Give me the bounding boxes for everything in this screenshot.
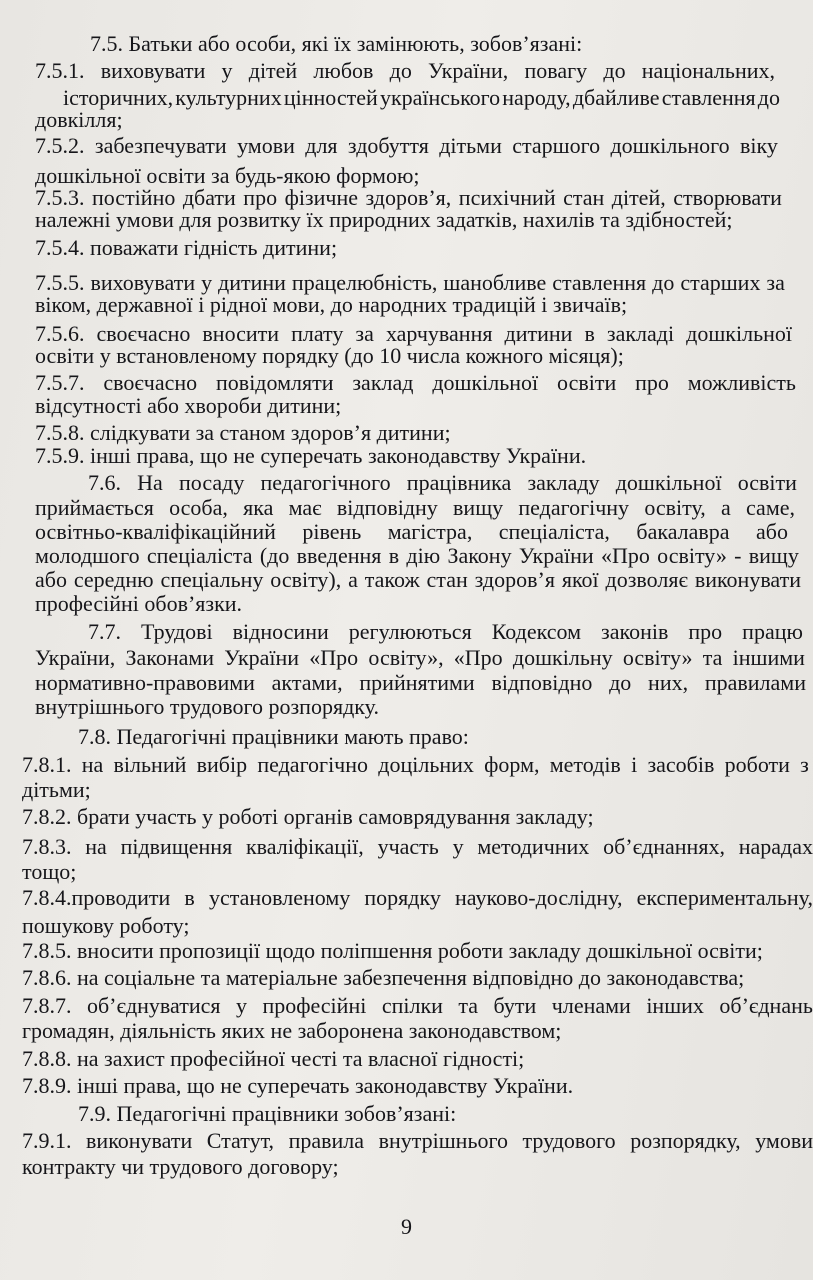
text-line: 7.5.2. забезпечувати умови для здобуття дітьми старшого дошкільного віку [35, 133, 778, 158]
text-line: 7.8.4.проводити в установленому порядку науково-дослідну, експериментальну, [22, 885, 813, 910]
text-line: 7.8. Педагогічні працівники мають право: [78, 724, 469, 749]
text-line: 7.8.7. об’єднуватися у професійні спілки та бути членами інших об’єднань [22, 993, 813, 1018]
text-line: внутрішнього трудового розпорядку. [35, 694, 379, 719]
text-line: 7.5.1. виховувати у дітей любов до України, повагу до національних, [35, 58, 775, 83]
text-line: 7.8.3. на підвищення кваліфікації, участь у методичних об’єднаннях, нарадах [22, 834, 813, 859]
text-line: молодшого спеціаліста (до введення в дію Закону України «Про освіту» - вищу [35, 543, 799, 568]
text-line: 7.8.2. брати участь у роботі органів самоврядування закладу; [22, 804, 594, 829]
text-line: належні умови для розвитку їх природних задатків, нахилів та здібностей; [35, 207, 733, 232]
text-line: 7.5.7. своєчасно повідомляти заклад дошкільної освіти про можливість [35, 370, 796, 395]
page-number: 9 [401, 1214, 412, 1239]
text-line: 7.6. На посаду педагогічного працівника закладу дошкільної освіти [88, 470, 797, 495]
text-line: 7.8.9. інші права, що не суперечать законодавству України. [22, 1073, 574, 1098]
text-line: 7.8.5. вносити пропозиції щодо поліпшення роботи закладу дошкільної освіти; [22, 938, 763, 963]
text-line: 7.5. Батьки або особи, які їх замінюють, зобов’язані: [90, 31, 583, 56]
text-line: 7.5.9. інші права, що не суперечать законодавству України. [35, 443, 587, 468]
text-line: 7.8.1. на вільний вибір педагогічно доцільних форм, методів і засобів роботи з [22, 752, 809, 777]
text-line: довкілля; [35, 107, 123, 132]
text-line: 7.5.3. постійно дбати про фізичне здоров’я, психічний стан дітей, створювати [35, 185, 782, 210]
text-line: дітьми; [22, 777, 91, 802]
text-line: 7.5.6. своєчасно вносити плату за харчування дитини в закладі дошкільної [35, 321, 792, 346]
text-line: 7.5.8. слідкувати за станом здоров’я дитини; [35, 420, 451, 445]
text-line: 7.9.1. виконувати Статут, правила внутрішнього трудового розпорядку, умови [22, 1128, 813, 1153]
text-line: 7.5.4. поважати гідність дитини; [35, 235, 338, 260]
text-line: освіти у встановленому порядку (до 10 числа кожного місяця); [35, 343, 624, 368]
text-line: або середню спеціальну освіту), а також стан здоров’я якої дозволяє виконувати [35, 567, 801, 592]
text-line: тощо; [22, 859, 77, 884]
text-line: пошукову роботу; [22, 913, 190, 938]
text-line: приймається особа, яка має відповідну вищу педагогічну освіту, а саме, [35, 495, 795, 520]
text-line: історичних, культурних цінностей українського народу, дбайливе ставлення до [63, 85, 780, 110]
text-line: 7.5.5. виховувати у дитини працелюбність, шанобливе ставлення до старших за [35, 270, 785, 295]
text-line: відсутності або хвороби дитини; [35, 393, 342, 418]
text-line: 7.8.6. на соціальне та матеріальне забезпечення відповідно до законодавства; [22, 965, 745, 990]
text-line: контракту чи трудового договору; [22, 1154, 339, 1179]
text-line: громадян, діяльність яких не заборонена законодавством; [22, 1018, 562, 1043]
text-line: нормативно-правовими актами, прийнятими відповідно до них, правилами [35, 670, 806, 695]
text-line: 7.7. Трудові відносини регулюються Кодексом законів про працю [88, 619, 803, 644]
text-line: освітньо-кваліфікаційний рівень магістра, спеціаліста, бакалавра або [35, 519, 788, 544]
text-line: професійні обов’язки. [35, 591, 243, 616]
text-line: дошкільної освіти за будь-якою формою; [35, 163, 420, 188]
text-line: України, Законами України «Про освіту», «Про дошкільну освіту» та іншими [35, 645, 805, 670]
text-line: 7.8.8. на захист професійної честі та власної гідності; [22, 1046, 525, 1071]
text-line: 7.9. Педагогічні працівники зобов’язані: [78, 1101, 457, 1126]
text-line: віком, державної і рідної мови, до народних традицій і звичаїв; [35, 292, 628, 317]
